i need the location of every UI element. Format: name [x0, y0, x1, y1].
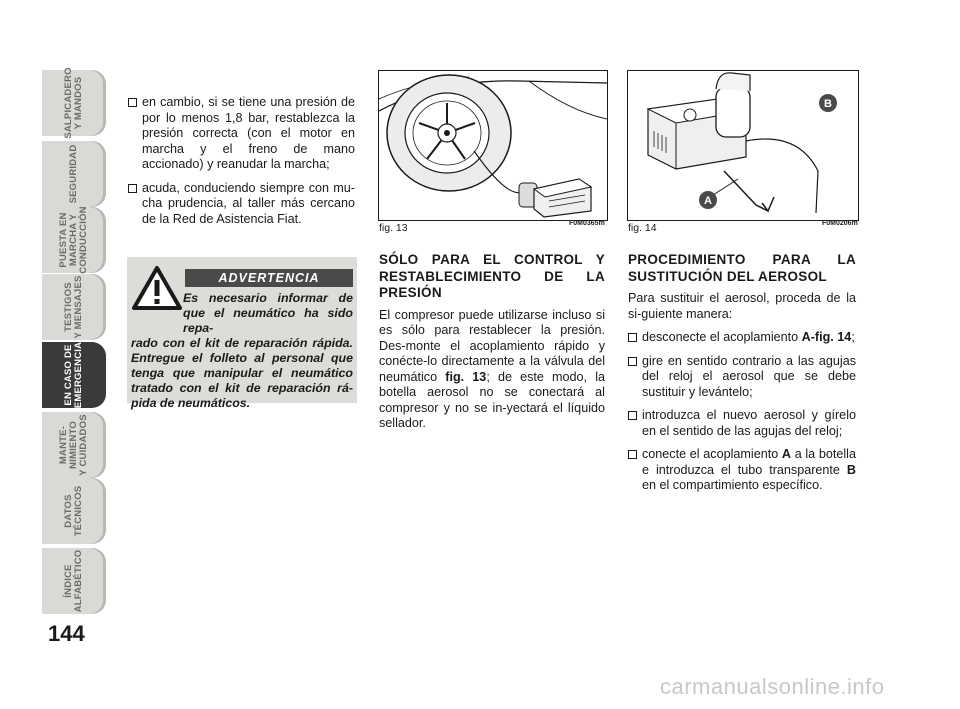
bullet-text-end: ;	[851, 330, 855, 344]
label-ref-b: B	[846, 462, 856, 477]
bullet-text: en el compartimiento específico.	[642, 478, 823, 492]
tab-mantenimiento[interactable]	[42, 412, 106, 478]
tab-label: ÍNDICE ALFABÉTICO	[63, 549, 84, 613]
tire-compressor-illustration	[379, 71, 607, 220]
warning-box	[127, 257, 357, 410]
section-heading: SÓLO PARA EL CONTROL Y RESTABLECIMIENTO DE LA PRESIÓN	[379, 252, 605, 300]
tab-label: PUESTA EN MARCHA Y CONDUCCIÓN	[58, 206, 89, 274]
tab-salpicadero[interactable]	[42, 67, 106, 139]
bullet-item	[628, 447, 856, 494]
right-column	[628, 252, 856, 502]
warning-text	[131, 291, 353, 411]
bullet-item	[628, 330, 856, 346]
watermark: carmanualsonline.info	[660, 674, 885, 699]
warning-text-rest: rado con el kit de reparación rápida. Entregue el folleto al personal que tenga que manipular el neumático tratado con el kit de reparación rá-pida de neumáticos.	[131, 336, 353, 410]
bullet-text: desconecte el acoplamiento	[642, 330, 802, 344]
label-ref-a: A	[781, 447, 791, 461]
figure-reference: A-fig. 14	[801, 330, 852, 344]
paragraph-intro: El compresor puede utilizarse incluso si es sólo para restablecer la presión. Des-monte el acoplamiento rápido y conécte-lo directamente a la válvula del neumático	[379, 307, 605, 384]
bullet-item: acuda, conduciendo siempre con mu-cha prudencia, al taller más cercano de la Red de Asistencia Fiat.	[128, 181, 355, 228]
bullet-item: en cambio, si se tiene una presión de por lo menos 1,8 bar, restablezca la presión correcta (con el motor en marcha y el freno de mano accionado) y reanudar la marcha;	[128, 95, 355, 173]
middle-column	[379, 252, 605, 432]
left-column	[128, 95, 355, 235]
tab-label: MANTE- NIMIENTO Y CUIDADOS	[58, 414, 89, 476]
section-heading: PROCEDIMIENTO PARA LA SUSTITUCIÓN DEL AEROSOL	[628, 252, 856, 284]
figure-13-caption: fig. 13	[379, 222, 408, 234]
label-b: B	[824, 98, 832, 110]
tab-label: TESTIGOS Y MENSAJES	[63, 275, 84, 339]
tab-emergencia[interactable]	[42, 342, 106, 408]
page-number: 144	[48, 621, 85, 646]
figure-14	[627, 70, 859, 221]
warning-text-first: Es necesario informar de que el neumático ha sido repa-	[183, 291, 353, 335]
tab-indice[interactable]	[42, 548, 106, 614]
tab-label: EN CASO DE EMERGENCIA	[63, 341, 84, 409]
tab-label: SALPICADERO Y MANDOS	[63, 67, 84, 139]
warning-title: ADVERTENCIA	[185, 269, 353, 287]
tab-label: SEGURIDAD	[68, 144, 79, 204]
figure-reference: fig. 13	[445, 369, 487, 384]
figure-14-code: F0M0206m	[822, 220, 858, 227]
bullet-item: gire en sentido contrario a las agujas del reloj el aerosol que se debe sustituir y levántelo;	[628, 354, 856, 401]
paragraph	[379, 308, 605, 432]
paragraph-rest: ; de este modo, la botella aerosol no se conectará al compresor y no se in-yectará el líquido sellador.	[379, 369, 605, 430]
tab-label: DATOS TÉCNICOS	[63, 485, 84, 537]
figure-14-caption: fig. 14	[628, 222, 657, 234]
tab-puesta-en-marcha[interactable]	[42, 207, 106, 273]
aerosol-replacement-illustration	[628, 71, 858, 220]
bullet-text: a la botella e introduzca el tubo transparente	[642, 447, 856, 477]
figure-13-code: F0M0365m	[569, 220, 605, 227]
bullet-text: conecte el acoplamiento	[642, 447, 782, 461]
tab-seguridad[interactable]	[42, 141, 106, 207]
bullet-item: introduzca el nuevo aerosol y gírelo en el sentido de las agujas del reloj;	[628, 408, 856, 439]
tab-datos-tecnicos[interactable]	[42, 478, 106, 544]
label-a: A	[704, 195, 712, 207]
intro-paragraph: Para sustituir el aerosol, proceda de la si-guiente manera:	[628, 291, 856, 321]
tab-testigos[interactable]	[42, 274, 106, 340]
figure-13	[378, 70, 608, 221]
